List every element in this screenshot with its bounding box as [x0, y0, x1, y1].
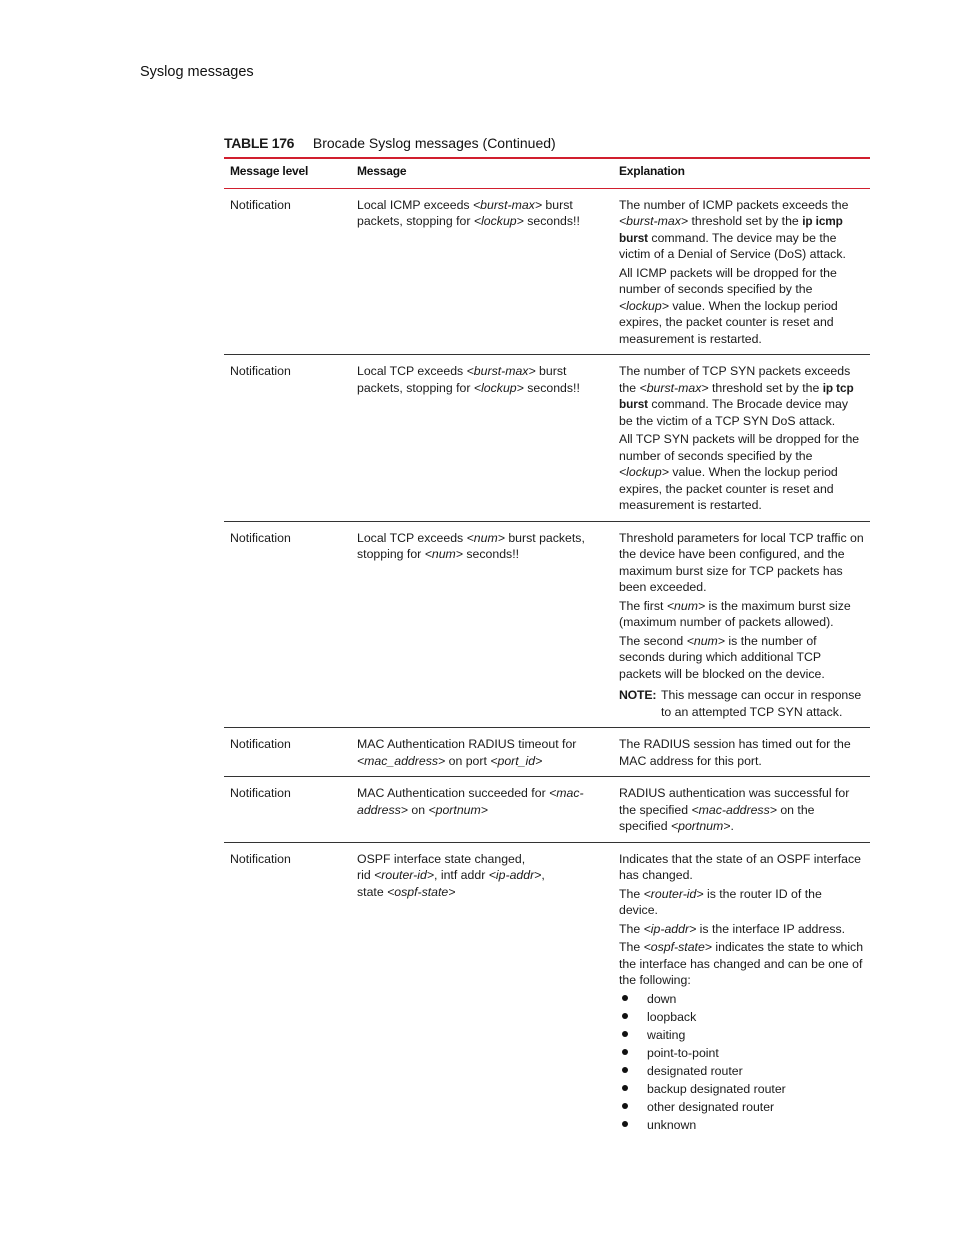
- message-cell: MAC Authentication RADIUS timeout for <mac_address> on port <port_id>: [357, 737, 577, 768]
- list-item: designated router: [619, 1063, 864, 1080]
- message-cell: OSPF interface state changed, rid <router-id>, intf addr <ip-addr>, state <ospf-state>: [357, 851, 545, 899]
- explanation-paragraph: The <ip-addr> is the interface IP address.: [619, 921, 846, 936]
- explanation-cell: [613, 842, 870, 1142]
- explanation-cell: [613, 355, 870, 522]
- table-header-row: [224, 158, 870, 188]
- column-header-explanation: Explanation: [619, 164, 685, 178]
- list-item: waiting: [619, 1027, 864, 1044]
- explanation-paragraph: All ICMP packets will be dropped for the number of seconds specified by the <lockup> value. When the lockup period expires, the packet counter is reset and measurement is restarted.: [619, 265, 838, 346]
- table-row: [224, 728, 870, 777]
- list-item: loopback: [619, 1009, 864, 1026]
- list-item: point-to-point: [619, 1045, 864, 1062]
- explanation-paragraph: The number of TCP SYN packets exceeds the <burst-max> threshold set by the ip tcp burst command. The Brocade device may be the victim of a TCP SYN DoS attack.: [619, 364, 854, 428]
- message-cell: Local TCP exceeds <burst-max> burst packets, stopping for <lockup> seconds!!: [357, 364, 580, 395]
- explanation-paragraph: All TCP SYN packets will be dropped for the number of seconds specified by the <lockup> value. When the lockup period expires, the packet counter is reset and measurement is restarted.: [619, 432, 860, 512]
- explanation-paragraph: The first <num> is the maximum burst size (maximum number of packets allowed).: [619, 598, 851, 629]
- syslog-table: [224, 157, 870, 1142]
- note-text: This message can occur in response to an attempted TCP SYN attack.: [661, 688, 862, 719]
- column-header-message-level: Message level: [230, 164, 309, 178]
- explanation-cell: [613, 188, 870, 355]
- table-row: [224, 188, 870, 355]
- message-cell: Local ICMP exceeds <burst-max> burst packets, stopping for <lockup> seconds!!: [357, 197, 580, 228]
- explanation-paragraph: The RADIUS session has timed out for the MAC address for this port.: [619, 737, 851, 768]
- message-level-cell: Notification: [230, 364, 291, 378]
- message-level-cell: Notification: [230, 851, 291, 866]
- table-row: [224, 842, 870, 1142]
- explanation-paragraph: The <router-id> is the router ID of the device.: [619, 886, 822, 917]
- column-header-message: Message: [357, 164, 407, 178]
- page-header: Syslog messages: [140, 64, 254, 80]
- explanation-cell: [613, 521, 870, 728]
- list-item: other designated router: [619, 1099, 864, 1116]
- table-row: [224, 521, 870, 728]
- ospf-state-list: [619, 991, 864, 1134]
- table-row: [224, 777, 870, 843]
- message-level-cell: Notification: [230, 197, 291, 212]
- table-caption: [224, 135, 870, 151]
- note-label: NOTE:: [619, 688, 657, 702]
- explanation-cell: [613, 777, 870, 843]
- table-title: Brocade Syslog messages (Continued): [312, 135, 556, 151]
- table-row: [224, 355, 870, 522]
- message-cell: Local TCP exceeds <num> burst packets, stopping for <num> seconds!!: [357, 530, 585, 561]
- explanation-paragraph: Threshold parameters for local TCP traffic on the device have been configured, and the maximum burst size for TCP packets has been exceeded.: [619, 530, 864, 594]
- table-number: TABLE 176: [224, 135, 295, 151]
- explanation-paragraph: The <ospf-state> indicates the state to which the interface has changed and can be one of the following:: [619, 940, 864, 987]
- note: [619, 687, 864, 720]
- cli-command: ip tcp burst: [619, 380, 854, 411]
- explanation-paragraph: RADIUS authentication was successful for the specified <mac-address> on the specified <portnum>.: [619, 786, 850, 833]
- message-level-cell: Notification: [230, 530, 291, 545]
- list-item: down: [619, 991, 864, 1008]
- list-item: backup designated router: [619, 1081, 864, 1098]
- message-cell: MAC Authentication succeeded for <mac-address> on <portnum>: [357, 786, 584, 817]
- explanation-paragraph: Indicates that the state of an OSPF interface has changed.: [619, 851, 861, 882]
- explanation-paragraph: The number of ICMP packets exceeds the <burst-max> threshold set by the ip icmp burst command. The device may be the victim of a Denial of Service (DoS) attack.: [619, 197, 849, 261]
- explanation-paragraph: The second <num> is the number of seconds during which additional TCP packets will be blocked on the device.: [619, 633, 825, 681]
- message-level-cell: Notification: [230, 786, 291, 800]
- message-level-cell: Notification: [230, 737, 291, 751]
- explanation-cell: [613, 728, 870, 777]
- cli-command: ip icmp burst: [619, 214, 843, 245]
- list-item: unknown: [619, 1117, 864, 1134]
